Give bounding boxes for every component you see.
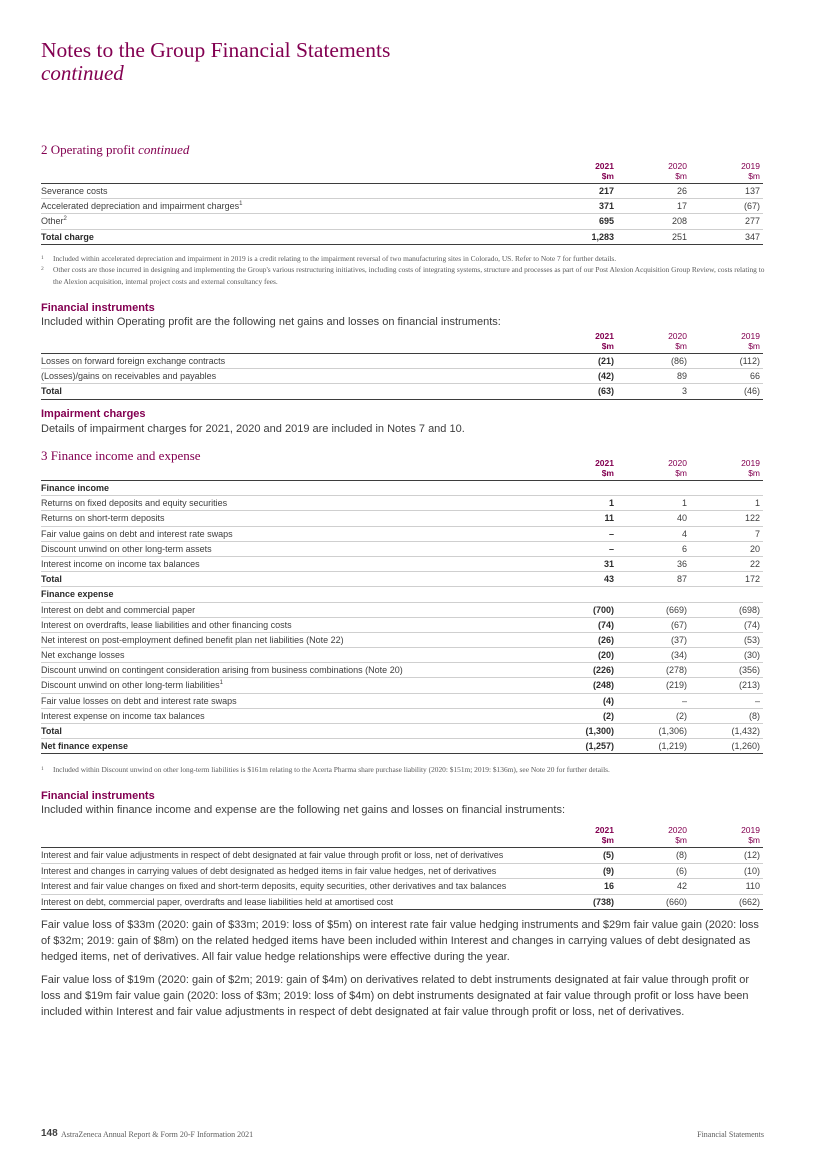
table-row: Interest and fair value adjustments in respect of debt designated at fair value through profit or loss, net of derivatives (5) (8) (12) [41, 848, 763, 864]
table-row-total: Total (1,300) (1,306) (1,432) [41, 724, 763, 739]
section-name: Financial Statements [697, 1130, 764, 1139]
table-row: Interest on debt and commercial paper (700) (669) (698) [41, 603, 763, 618]
financial-instruments-lead-2: Included within finance income and expense are the following net gains and losses on financial instruments: [41, 804, 566, 816]
table-row: Interest on overdrafts, lease liabilities and other financing costs (74) (67) (74) [41, 618, 763, 633]
financial-instruments-heading: Financial instruments [41, 302, 155, 314]
table-row: Interest and changes in carrying values of debt designated as hedged items in fair value hedges, net of derivatives (9) (6) (10) [41, 864, 763, 880]
table-row: Fair value gains on debt and interest rate swaps – 4 7 [41, 527, 763, 542]
table-row: Interest and fair value changes on fixed and short-term deposits, equity securities, other derivatives and tax balances 16 42 110 [41, 879, 763, 895]
table-row: Severance costs 217 26 137 [41, 184, 763, 199]
table-header: 2021 $m 2020 $m 2019 $m [595, 458, 760, 478]
table-row: Interest expense on income tax balances (2) (2) (8) [41, 709, 763, 724]
footnote-finance: 1 Included within Discount unwind on other long-term liabilities is $161m relating to the Acerta Pharma share purchase liability (2020: $151m; 2019: $136m), see Note 20 for further details. [41, 765, 610, 774]
footnote-1: 1 Included within accelerated depreciation and impairment in 2019 is a credit relating to the impairment reversal of two manufacturing sites in Colorado, US. Refer to Note 7 for further details. [41, 254, 617, 263]
finance-expense-heading: Finance expense [41, 587, 763, 602]
page-footer [41, 1129, 764, 1143]
table-row: Interest income on income tax balances 31 36 22 [41, 557, 763, 572]
table-row: Returns on short-term deposits 11 40 122 [41, 511, 763, 526]
page-title: Notes to the Group Financial Statements [41, 38, 391, 62]
table-row: (Losses)/gains on receivables and payables (42) 89 66 [41, 369, 763, 384]
financial-instruments-heading-2: Financial instruments [41, 790, 155, 802]
table-row: Discount unwind on contingent consideration arising from business combinations (Note 20) (226) (278) (356) [41, 663, 763, 678]
table-row: Fair value losses on debt and interest rate swaps (4) – – [41, 694, 763, 709]
table-row: Net interest on post-employment defined benefit plan net liabilities (Note 22) (26) (37) (53) [41, 633, 763, 648]
page-subtitle: continued [41, 61, 124, 85]
table-row: Accelerated depreciation and impairment charges$^1$ 371 17 (67) [41, 199, 763, 214]
table-row: Returns on fixed deposits and equity securities 1 1 1 [41, 496, 763, 511]
finance-income-heading: Finance income [41, 481, 763, 496]
table-row: Discount unwind on other long-term liabilities$^1$ (248) (219) (213) [41, 678, 763, 693]
table-header: 2021 $m 2020 $m 2019 $m [595, 331, 760, 351]
table-row-net-finance-expense: Net finance expense (1,257) (1,219) (1,260) [41, 739, 763, 754]
finance-financial-instruments-table [41, 825, 763, 910]
financial-instruments-lead: Included within Operating profit are the following net gains and losses on financial instruments: [41, 316, 501, 328]
table-row-total: Total charge 1,283 251 347 [41, 230, 763, 245]
table-row-total: Total (63) 3 (46) [41, 384, 763, 399]
report-title: AstraZeneca Annual Report & Form 20-F Information 2021 [61, 1130, 254, 1139]
table-row: Net exchange losses (20) (34) (30) [41, 648, 763, 663]
footnote-2: 2 Other costs are those incurred in designing and implementing the Group's various restructuring initiatives, including costs of integrating systems, structure and processes as part of our Post Alexion Acquisition Group Review, costs relating to the Alexion acquisition, internal project costs and external consultancy fees. [41, 265, 765, 286]
section-2-title: 2 Operating profit continued [41, 142, 190, 157]
table-row: Interest on debt, commercial paper, overdrafts and lease liabilities held at amortised cost (738) (660) (662) [41, 895, 763, 911]
table-row: Other$^2$ 695 208 277 [41, 214, 763, 229]
fair-value-derivatives-paragraph: Fair value loss of $19m (2020: gain of $2m; 2019: gain of $4m) on derivatives related to debt instruments designated at fair value through profit or loss and $19m fair value gain (2020: loss of $3m; 2019: loss of $4m) on debt instruments designated at fair value through profit or loss have been included within Interest and fair value adjustments in respect of debt designated at fair value through profit or loss, net of derivatives. [41, 974, 750, 1018]
impairment-text: Details of impairment charges for 2021, 2020 and 2019 are included in Notes 7 and 10. [41, 423, 465, 435]
table-row-total: Total 43 87 172 [41, 572, 763, 587]
fair-value-hedge-paragraph: Fair value loss of $33m (2020: gain of $33m; 2019: loss of $5m) on interest rate fair value hedging instruments and $29m fair value gain (2020: loss of $32m; 2019: gain of $8m) on the related hedged items have been included within Interest and changes in carrying values of debt designated as hedged items, net of derivatives. All fair value hedge relationships were effective during the year. [41, 919, 759, 963]
table-row: Losses on forward foreign exchange contracts (21) (86) (112) [41, 354, 763, 369]
finance-income-expense-table [41, 458, 763, 754]
op-financial-instruments-table [41, 331, 763, 400]
table-header: 2021 $m 2020 $m 2019 $m [595, 825, 760, 845]
table-header: 2021 $m 2020 $m 2019 $m [595, 161, 760, 181]
table-row: Discount unwind on other long-term assets – 6 20 [41, 542, 763, 557]
impairment-heading: Impairment charges [41, 408, 146, 420]
section-3-title: 3 Finance income and expense [41, 448, 201, 463]
operating-profit-table [41, 161, 763, 245]
page-number: 148 [41, 1128, 58, 1139]
